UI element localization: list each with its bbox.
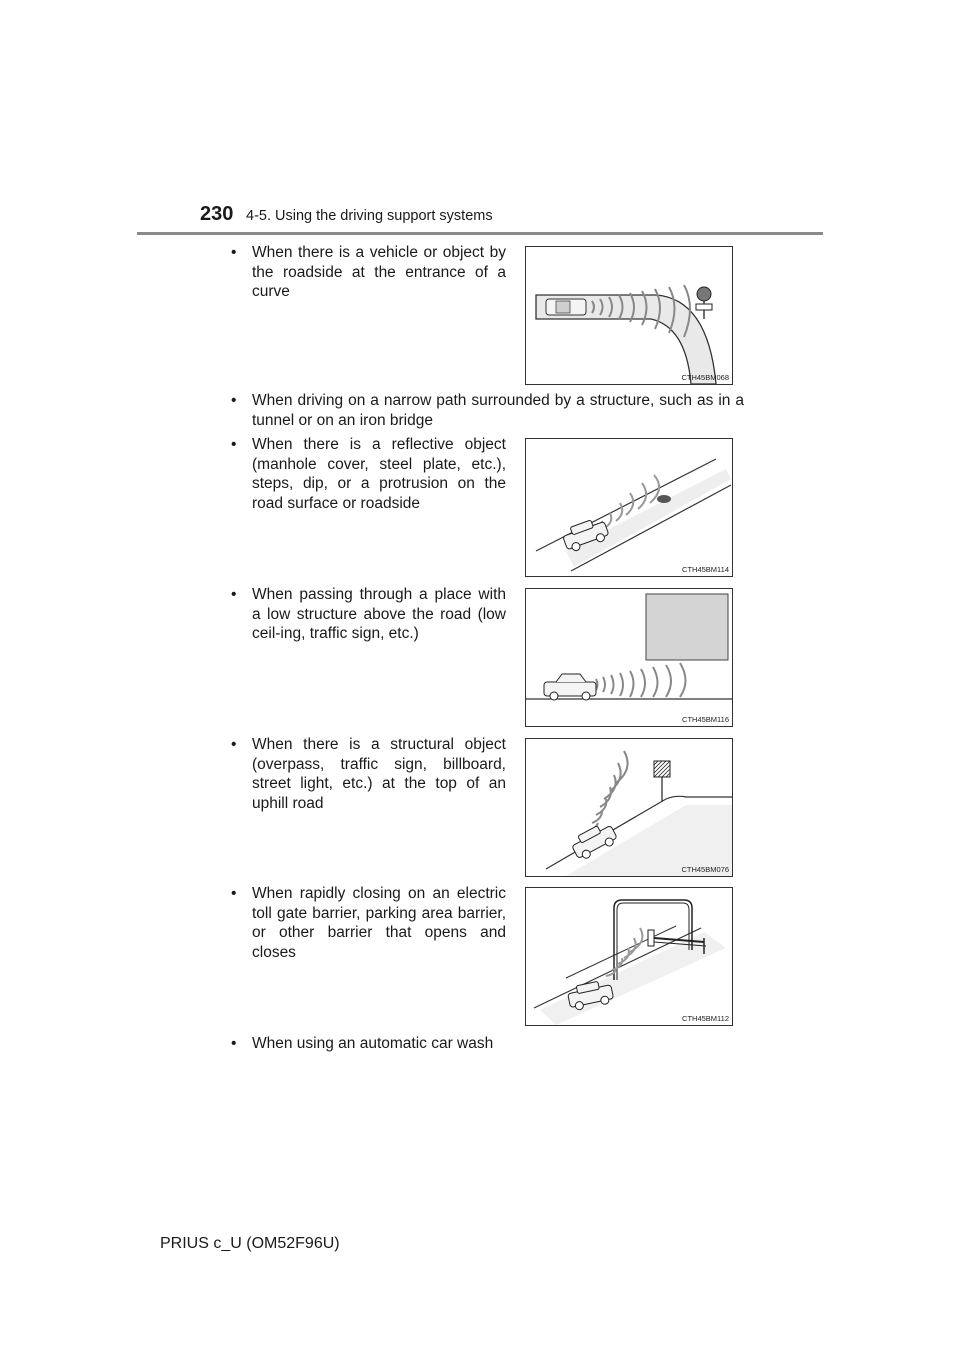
bullet-text: When driving on a narrow path surrounded by a structure, such as in a tunnel or on an iron bridge (252, 392, 744, 429)
bullet-text: When there is a structural object (overpass, traffic sign, billboard, street light, etc.) at the top of an uphill road (252, 736, 506, 812)
low-structure-illustration (526, 589, 732, 726)
bullet-text: When there is a vehicle or object by the roadside at the entrance of a curve (252, 244, 506, 300)
bullet-item-uphill-structure (231, 735, 508, 815)
header-divider (137, 232, 823, 235)
figure-code: CTH45BM112 (682, 1014, 729, 1023)
bullet-text: When there is a reflective object (manhole cover, steel plate, etc.), steps, dip, or a protrusion on the road surface or roadside (252, 436, 506, 512)
uphill-structure-illustration (526, 739, 732, 876)
figure-code: CTH45BM068 (681, 373, 729, 382)
page-number: 230 (200, 203, 234, 225)
figure-uphill-structure (525, 738, 733, 877)
bullet-dot: • (231, 436, 237, 453)
bullet-item-barrier (231, 884, 508, 961)
figure-code: CTH45BM116 (682, 715, 729, 724)
figure-low-structure (525, 588, 733, 727)
bullet-item-reflective-object (231, 435, 508, 515)
bullet-dot: • (231, 586, 237, 603)
figure-curve-roadside-object (525, 246, 733, 385)
figure-code: CTH45BM076 (681, 865, 729, 874)
bullet-dot: • (231, 736, 237, 753)
barrier-illustration (526, 888, 732, 1025)
footer-model: PRIUS c_U (OM52F96U) (160, 1235, 340, 1252)
bullet-item-curve-roadside (231, 243, 508, 303)
bullet-item-low-structure (231, 585, 508, 645)
bullet-dot: • (231, 1035, 237, 1052)
bullet-text: When using an automatic car wash (252, 1035, 494, 1052)
bullet-dot: • (231, 885, 237, 902)
bullet-dot: • (231, 392, 237, 409)
bullet-item-car-wash (231, 1034, 746, 1056)
curve-illustration (526, 247, 732, 384)
bullet-text: When passing through a place with a low structure above the road (low ceil-ing, traffic sign, etc.) (252, 586, 506, 642)
reflective-object-illustration (526, 439, 732, 576)
figure-barrier (525, 887, 733, 1026)
figure-reflective-object (525, 438, 733, 577)
figure-code: CTH45BM114 (682, 565, 729, 574)
bullet-text: When rapidly closing on an electric toll gate barrier, parking area barrier, or other barrier that opens and closes (252, 885, 506, 961)
bullet-dot: • (231, 244, 237, 261)
bullet-item-narrow-path (231, 391, 746, 431)
section-title: 4-5. Using the driving support systems (246, 208, 493, 224)
